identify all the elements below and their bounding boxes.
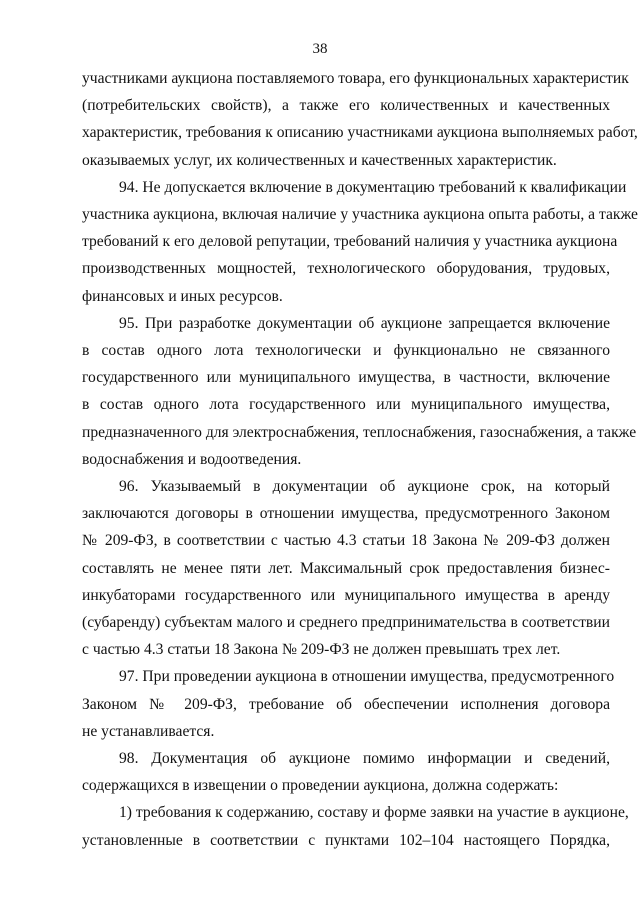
text-line: установленные в соответствии с пунктами 102–104 настоящего Порядка, bbox=[82, 831, 610, 849]
text-line: инкубаторами государственного или муниципального имущества в аренду bbox=[82, 586, 610, 604]
paragraph-95 bbox=[82, 310, 637, 473]
text-line: не устанавливается. bbox=[82, 722, 215, 740]
paragraph-97 bbox=[82, 663, 615, 745]
text-line: финансовых и иных ресурсов. bbox=[82, 287, 283, 305]
paragraph-98-item-1 bbox=[82, 799, 629, 853]
paragraph-94 bbox=[82, 174, 638, 310]
body-text bbox=[82, 65, 638, 854]
text-line: 1) требования к содержанию, составу и форме заявки на участие в аукционе, bbox=[119, 804, 629, 822]
text-line: характеристик, требования к описанию участниками аукциона выполняемых работ, bbox=[82, 124, 638, 142]
text-line: содержащихся в извещении о проведении аукциона, должна содержать: bbox=[82, 777, 559, 795]
page-number: 38 bbox=[312, 41, 328, 57]
text-line: предназначенного для электроснабжения, теплоснабжения, газоснабжения, а также bbox=[82, 423, 637, 441]
text-line: в состав одного лота технологически и функционально не связанного bbox=[82, 342, 610, 360]
text-line: Законом № 209-ФЗ, требование об обеспечении исполнения договора bbox=[82, 695, 610, 713]
text-line: участника аукциона, включая наличие у участника аукциона опыта работы, а также bbox=[82, 206, 638, 224]
text-line: составлять не менее пяти лет. Максимальный срок предоставления бизнес- bbox=[82, 559, 610, 577]
text-line: (субаренду) субъектам малого и среднего предпринимательства в соответствии bbox=[82, 614, 610, 632]
paragraph-continuation bbox=[82, 65, 638, 174]
text-line: оказываемых услуг, их количественных и качественных характеристик. bbox=[82, 151, 557, 169]
text-line: (потребительских свойств), а также его количественных и качественных bbox=[82, 97, 610, 115]
text-line: государственного или муниципального имущества, в частности, включение bbox=[82, 369, 610, 387]
paragraph-98 bbox=[82, 745, 610, 799]
text-line: с частью 4.3 статьи 18 Закона № 209-ФЗ не должен превышать трех лет. bbox=[82, 641, 561, 659]
text-line: № 209-ФЗ, в соответствии с частью 4.3 статьи 18 Закона № 209-ФЗ должен bbox=[82, 532, 610, 550]
paragraph-96 bbox=[82, 473, 610, 663]
text-line: заключаются договоры в отношении имущества, предусмотренного Законом bbox=[82, 505, 610, 523]
text-line: 95. При разработке документации об аукционе запрещается включение bbox=[119, 314, 610, 332]
text-line: в состав одного лота государственного или муниципального имущества, bbox=[82, 396, 610, 414]
text-line: 97. При проведении аукциона в отношении имущества, предусмотренного bbox=[119, 668, 615, 686]
text-line: водоснабжения и водоотведения. bbox=[82, 450, 302, 468]
text-line: 98. Документация об аукционе помимо информации и сведений, bbox=[119, 750, 610, 768]
text-line: требований к его деловой репутации, требований наличия у участника аукциона bbox=[82, 233, 618, 251]
text-line: 96. Указываемый в документации об аукционе срок, на который bbox=[119, 478, 610, 496]
text-line: 94. Не допускается включение в документацию требований к квалификации bbox=[119, 178, 627, 196]
text-line: участниками аукциона поставляемого товара, его функциональных характеристик bbox=[82, 70, 629, 87]
text-line: производственных мощностей, технологического оборудования, трудовых, bbox=[82, 260, 610, 278]
